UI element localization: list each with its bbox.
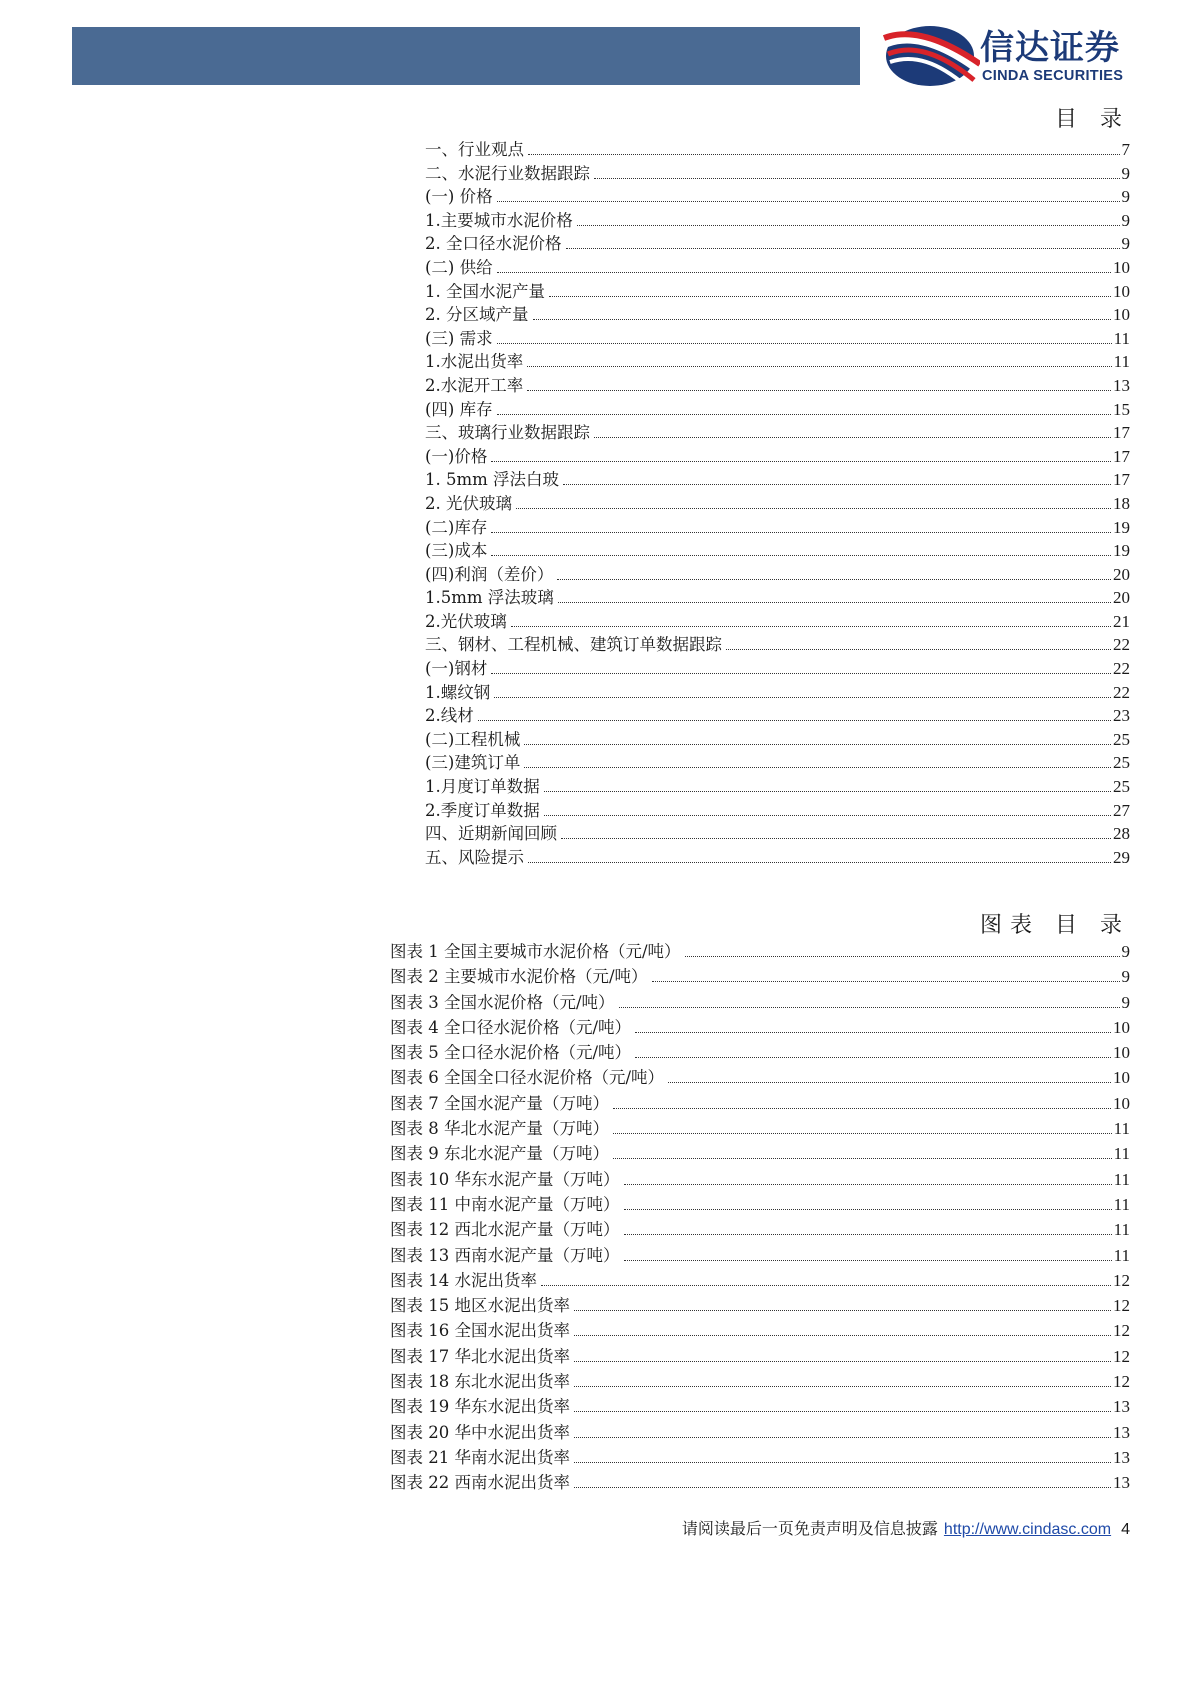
dot-leader [624, 1209, 1112, 1210]
figure-entry[interactable] [390, 989, 1130, 1014]
toc-entry[interactable] [425, 631, 1130, 655]
dot-leader [527, 366, 1111, 367]
toc-entry-label: 1.5mm 浮法玻璃 [425, 588, 554, 608]
toc-entry[interactable] [425, 773, 1130, 797]
figure-entry-page-number: 13 [1113, 1447, 1130, 1467]
footer-disclaimer: 请阅读最后一页免责声明及信息披露 [681, 1519, 938, 1538]
toc-entry-label: 二、水泥行业数据跟踪 [425, 163, 590, 183]
toc-entry-page-number: 22 [1113, 682, 1130, 702]
figure-entry-label: 图表 12 西北水泥产量（万吨） [390, 1220, 620, 1240]
dot-leader [635, 1032, 1111, 1033]
figure-entry-page-number: 12 [1113, 1321, 1130, 1341]
dot-leader [491, 555, 1111, 556]
dot-leader [511, 626, 1111, 627]
toc-entry-label: 2.季度订单数据 [425, 800, 540, 820]
dot-leader [544, 815, 1111, 816]
cinda-logo-mark-icon [880, 24, 980, 88]
dot-leader [533, 319, 1112, 320]
footer-website-link[interactable]: http://www.cindasc.com [943, 1521, 1112, 1538]
figure-entry[interactable] [390, 1115, 1130, 1140]
toc-entry[interactable] [425, 136, 1130, 160]
figure-entry[interactable] [390, 1343, 1130, 1368]
figure-entry[interactable] [390, 1393, 1130, 1418]
figure-entry[interactable] [390, 1368, 1130, 1393]
figure-entry-label: 图表 1 全国主要城市水泥价格（元/吨） [390, 942, 681, 961]
dot-leader [574, 1462, 1111, 1463]
figure-entry-label: 图表 2 主要城市水泥价格（元/吨） [390, 967, 648, 987]
toc-entry-label: (四)利润（差价） [425, 564, 554, 584]
toc-entry[interactable] [425, 655, 1130, 679]
figure-entry-page-number: 9 [1121, 992, 1130, 1012]
toc-entry[interactable] [425, 561, 1130, 585]
dot-leader [563, 484, 1111, 485]
figure-entry-label: 图表 6 全国全口径水泥价格（元/吨） [390, 1068, 665, 1088]
figure-entry[interactable] [390, 1014, 1130, 1039]
toc-entry[interactable] [425, 702, 1130, 726]
toc-entry-page-number: 25 [1113, 777, 1130, 797]
figure-entry-page-number: 10 [1113, 1068, 1130, 1088]
figure-entry-page-number: 10 [1113, 1017, 1130, 1037]
figure-entry[interactable] [390, 1166, 1130, 1191]
toc-entry[interactable] [425, 820, 1130, 844]
dot-leader [624, 1260, 1112, 1261]
dot-leader [613, 1158, 1112, 1159]
toc-entry-label: 三、玻璃行业数据跟踪 [425, 423, 590, 443]
figure-entry-page-number: 10 [1113, 1093, 1130, 1113]
dot-leader [577, 225, 1120, 226]
dot-leader [497, 343, 1112, 344]
toc-entry[interactable] [425, 749, 1130, 773]
toc-entry-label: 2.线材 [425, 706, 474, 726]
figure-entry-label: 图表 7 全国水泥产量（万吨） [390, 1093, 609, 1113]
toc-entry-page-number: 20 [1113, 564, 1130, 584]
toc-entry-label: 五、风险提示 [425, 847, 524, 867]
figure-entry[interactable] [390, 1039, 1130, 1064]
toc-entry-label: 2. 全口径水泥价格 [425, 234, 562, 254]
toc-entry[interactable] [425, 443, 1130, 467]
dot-leader [478, 720, 1111, 721]
toc-entry-label: 一、行业观点 [425, 140, 524, 159]
figure-entry-page-number: 11 [1113, 1220, 1130, 1240]
dot-leader [491, 461, 1111, 462]
figure-entry-page-number: 12 [1113, 1346, 1130, 1366]
toc-entry-page-number: 19 [1113, 541, 1130, 561]
dot-leader [624, 1184, 1112, 1185]
dot-leader [594, 178, 1120, 179]
figure-entry-page-number: 9 [1121, 967, 1130, 987]
figure-entry-label: 图表 22 西南水泥出货率 [390, 1473, 570, 1493]
logo-english-text: CINDA SECURITIES [982, 68, 1124, 84]
toc-entry-label: 1.水泥出货率 [425, 352, 524, 372]
toc-entry-page-number: 9 [1121, 210, 1130, 230]
figure-entry-page-number: 12 [1113, 1296, 1130, 1316]
toc-entry-label: (二)库存 [425, 517, 488, 537]
logo-chinese-text: 信达证券 [980, 28, 1120, 68]
dot-leader [516, 508, 1111, 509]
dot-leader [668, 1082, 1111, 1083]
figure-entry[interactable] [390, 1191, 1130, 1216]
dot-leader [497, 201, 1120, 202]
figure-entry[interactable] [390, 1064, 1130, 1089]
footer [682, 1516, 1130, 1539]
toc-entry-page-number: 27 [1113, 800, 1130, 820]
toc-entry[interactable] [425, 466, 1130, 490]
figure-entry-label: 图表 16 全国水泥出货率 [390, 1321, 570, 1341]
toc-entry-label: 1.月度订单数据 [425, 777, 540, 797]
dot-leader [491, 532, 1111, 533]
toc-entry-page-number: 22 [1113, 635, 1130, 655]
dot-leader [549, 296, 1111, 297]
figures-toc-list [390, 938, 1130, 1495]
toc-entry-page-number: 9 [1121, 187, 1130, 207]
figure-entry-label: 图表 18 东北水泥出货率 [390, 1372, 570, 1392]
figures-toc-title: 图表 目 录 [980, 913, 1130, 938]
figure-entry-label: 图表 8 华北水泥产量（万吨） [390, 1119, 609, 1139]
figure-entry-page-number: 12 [1113, 1372, 1130, 1392]
dot-leader [574, 1361, 1111, 1362]
toc-entry[interactable] [425, 183, 1130, 207]
toc-entry-page-number: 29 [1113, 847, 1130, 867]
dot-leader [574, 1487, 1111, 1488]
dot-leader [528, 862, 1111, 863]
toc-entry-page-number: 9 [1121, 163, 1130, 183]
toc-entry[interactable] [425, 207, 1130, 231]
toc-entry-label: (三) 需求 [425, 328, 493, 348]
dot-leader [558, 602, 1111, 603]
figure-entry[interactable] [390, 1444, 1130, 1469]
figure-entry[interactable] [390, 1140, 1130, 1165]
dot-leader [527, 390, 1111, 391]
dot-leader [594, 437, 1111, 438]
toc-list [425, 136, 1130, 867]
toc-entry[interactable] [425, 254, 1130, 278]
toc-entry[interactable] [425, 372, 1130, 396]
figure-entry[interactable] [390, 1242, 1130, 1267]
figure-entry-label: 图表 3 全国水泥价格（元/吨） [390, 992, 615, 1012]
toc-entry-page-number: 18 [1113, 493, 1130, 513]
toc-entry[interactable] [425, 584, 1130, 608]
figure-entry-page-number: 11 [1113, 1119, 1130, 1139]
toc-entry[interactable] [425, 160, 1130, 184]
dot-leader [524, 744, 1111, 745]
figure-entry-label: 图表 15 地区水泥出货率 [390, 1296, 570, 1316]
toc-entry-page-number: 17 [1113, 446, 1130, 466]
toc-entry[interactable] [425, 844, 1130, 868]
toc-entry-label: 四、近期新闻回顾 [425, 824, 557, 844]
figure-entry-label: 图表 19 华东水泥出货率 [390, 1397, 570, 1417]
toc-entry[interactable] [425, 537, 1130, 561]
toc-entry-page-number: 17 [1113, 423, 1130, 443]
dot-leader [574, 1335, 1111, 1336]
dot-leader [613, 1133, 1112, 1134]
figure-entry-label: 图表 13 西南水泥产量（万吨） [390, 1245, 620, 1265]
dot-leader [566, 248, 1120, 249]
toc-entry-label: (二)工程机械 [425, 729, 521, 749]
toc-entry[interactable] [425, 490, 1130, 514]
toc-entry-page-number: 11 [1113, 352, 1130, 372]
cinda-logo [880, 24, 1170, 88]
header-bar [72, 27, 860, 85]
dot-leader [685, 956, 1120, 957]
toc-entry-page-number: 17 [1113, 470, 1130, 490]
toc-entry-page-number: 10 [1113, 257, 1130, 277]
toc-entry-label: (三)建筑订单 [425, 753, 521, 773]
figure-entry[interactable] [390, 1267, 1130, 1292]
toc-entry[interactable] [425, 301, 1130, 325]
figure-entry-label: 图表 10 华东水泥产量（万吨） [390, 1169, 620, 1189]
dot-leader [491, 673, 1111, 674]
toc-entry-label: 2. 分区域产量 [425, 305, 529, 325]
toc-entry-page-number: 13 [1113, 375, 1130, 395]
toc-entry-label: (一)钢材 [425, 659, 488, 679]
dot-leader [726, 649, 1111, 650]
toc-entry-page-number: 9 [1121, 234, 1130, 254]
toc-entry[interactable] [425, 797, 1130, 821]
dot-leader [541, 1285, 1111, 1286]
toc-entry[interactable] [425, 278, 1130, 302]
figure-entry-page-number: 11 [1113, 1144, 1130, 1164]
figure-entry-page-number: 10 [1113, 1043, 1130, 1063]
figure-entry-page-number: 13 [1113, 1473, 1130, 1493]
dot-leader [528, 154, 1120, 155]
figure-entry-page-number: 11 [1113, 1169, 1130, 1189]
toc-entry-label: 三、钢材、工程机械、建筑订单数据跟踪 [425, 635, 722, 655]
dot-leader [613, 1108, 1111, 1109]
figure-entry-label: 图表 4 全口径水泥价格（元/吨） [390, 1017, 632, 1037]
toc-entry-page-number: 22 [1113, 659, 1130, 679]
figure-entry-label: 图表 20 华中水泥出货率 [390, 1422, 570, 1442]
dot-leader [574, 1437, 1111, 1438]
toc-entry-label: (四) 库存 [425, 399, 493, 419]
figure-entry[interactable] [390, 1317, 1130, 1342]
dot-leader [561, 838, 1111, 839]
toc-entry[interactable] [425, 726, 1130, 750]
figure-entry-page-number: 13 [1113, 1397, 1130, 1417]
figure-entry[interactable] [390, 1216, 1130, 1241]
toc-entry-page-number: 25 [1113, 729, 1130, 749]
toc-entry-page-number: 10 [1113, 305, 1130, 325]
dot-leader [497, 272, 1111, 273]
toc-entry-label: 1.螺纹钢 [425, 682, 491, 702]
toc-entry[interactable] [425, 396, 1130, 420]
toc-entry[interactable] [425, 419, 1130, 443]
toc-entry-label: (一)价格 [425, 446, 488, 466]
figure-entry-page-number: 11 [1113, 1194, 1130, 1214]
dot-leader [544, 791, 1111, 792]
toc-entry-label: 1. 5mm 浮法白玻 [425, 470, 560, 490]
figure-entry[interactable] [390, 1292, 1130, 1317]
figure-entry-label: 图表 11 中南水泥产量（万吨） [390, 1194, 620, 1214]
toc-entry-page-number: 21 [1113, 611, 1130, 631]
figure-entry-label: 图表 17 华北水泥出货率 [390, 1346, 570, 1366]
toc-entry[interactable] [425, 230, 1130, 254]
toc-entry-page-number: 10 [1113, 281, 1130, 301]
dot-leader [619, 1007, 1120, 1008]
toc-entry-label: 2. 光伏玻璃 [425, 493, 512, 513]
toc-entry-page-number: 15 [1113, 399, 1130, 419]
figure-entry[interactable] [390, 938, 1130, 963]
figure-entry-label: 图表 14 水泥出货率 [390, 1270, 537, 1290]
dot-leader [574, 1386, 1111, 1387]
figure-entry-page-number: 12 [1113, 1270, 1130, 1290]
toc-entry-page-number: 25 [1113, 753, 1130, 773]
toc-title: 目 录 [1055, 107, 1130, 132]
figure-entry[interactable] [390, 1469, 1130, 1494]
toc-entry[interactable] [425, 348, 1130, 372]
toc-entry-page-number: 11 [1113, 328, 1130, 348]
toc-entry-page-number: 23 [1113, 706, 1130, 726]
toc-entry[interactable] [425, 514, 1130, 538]
figure-entry-label: 图表 5 全口径水泥价格（元/吨） [390, 1043, 632, 1063]
toc-entry-page-number: 20 [1113, 588, 1130, 608]
page-number: 4 [1121, 1521, 1130, 1538]
toc-entry-page-number: 7 [1121, 140, 1130, 159]
figure-entry-page-number: 13 [1113, 1422, 1130, 1442]
figure-entry-page-number: 9 [1121, 942, 1130, 961]
dot-leader [557, 579, 1111, 580]
dot-leader [635, 1057, 1111, 1058]
dot-leader [652, 981, 1120, 982]
dot-leader [494, 697, 1111, 698]
toc-entry-label: 2.光伏玻璃 [425, 611, 507, 631]
dot-leader [574, 1310, 1111, 1311]
toc-entry[interactable] [425, 325, 1130, 349]
toc-entry-label: (三)成本 [425, 541, 488, 561]
figure-entry[interactable] [390, 963, 1130, 988]
figure-entry-label: 图表 21 华南水泥出货率 [390, 1447, 570, 1467]
figure-entry-label: 图表 9 东北水泥产量（万吨） [390, 1144, 609, 1164]
toc-entry-label: (二) 供给 [425, 257, 493, 277]
toc-entry-label: 2.水泥开工率 [425, 375, 524, 395]
figure-entry[interactable] [390, 1419, 1130, 1444]
dot-leader [624, 1234, 1112, 1235]
dot-leader [524, 767, 1111, 768]
toc-entry-page-number: 19 [1113, 517, 1130, 537]
toc-entry-page-number: 28 [1113, 824, 1130, 844]
dot-leader [497, 414, 1111, 415]
toc-entry-label: (一) 价格 [425, 187, 493, 207]
toc-entry-label: 1.主要城市水泥价格 [425, 210, 573, 230]
dot-leader [574, 1411, 1111, 1412]
toc-entry[interactable] [425, 608, 1130, 632]
figure-entry[interactable] [390, 1090, 1130, 1115]
toc-entry[interactable] [425, 679, 1130, 703]
toc-entry-label: 1. 全国水泥产量 [425, 281, 545, 301]
figure-entry-page-number: 11 [1113, 1245, 1130, 1265]
